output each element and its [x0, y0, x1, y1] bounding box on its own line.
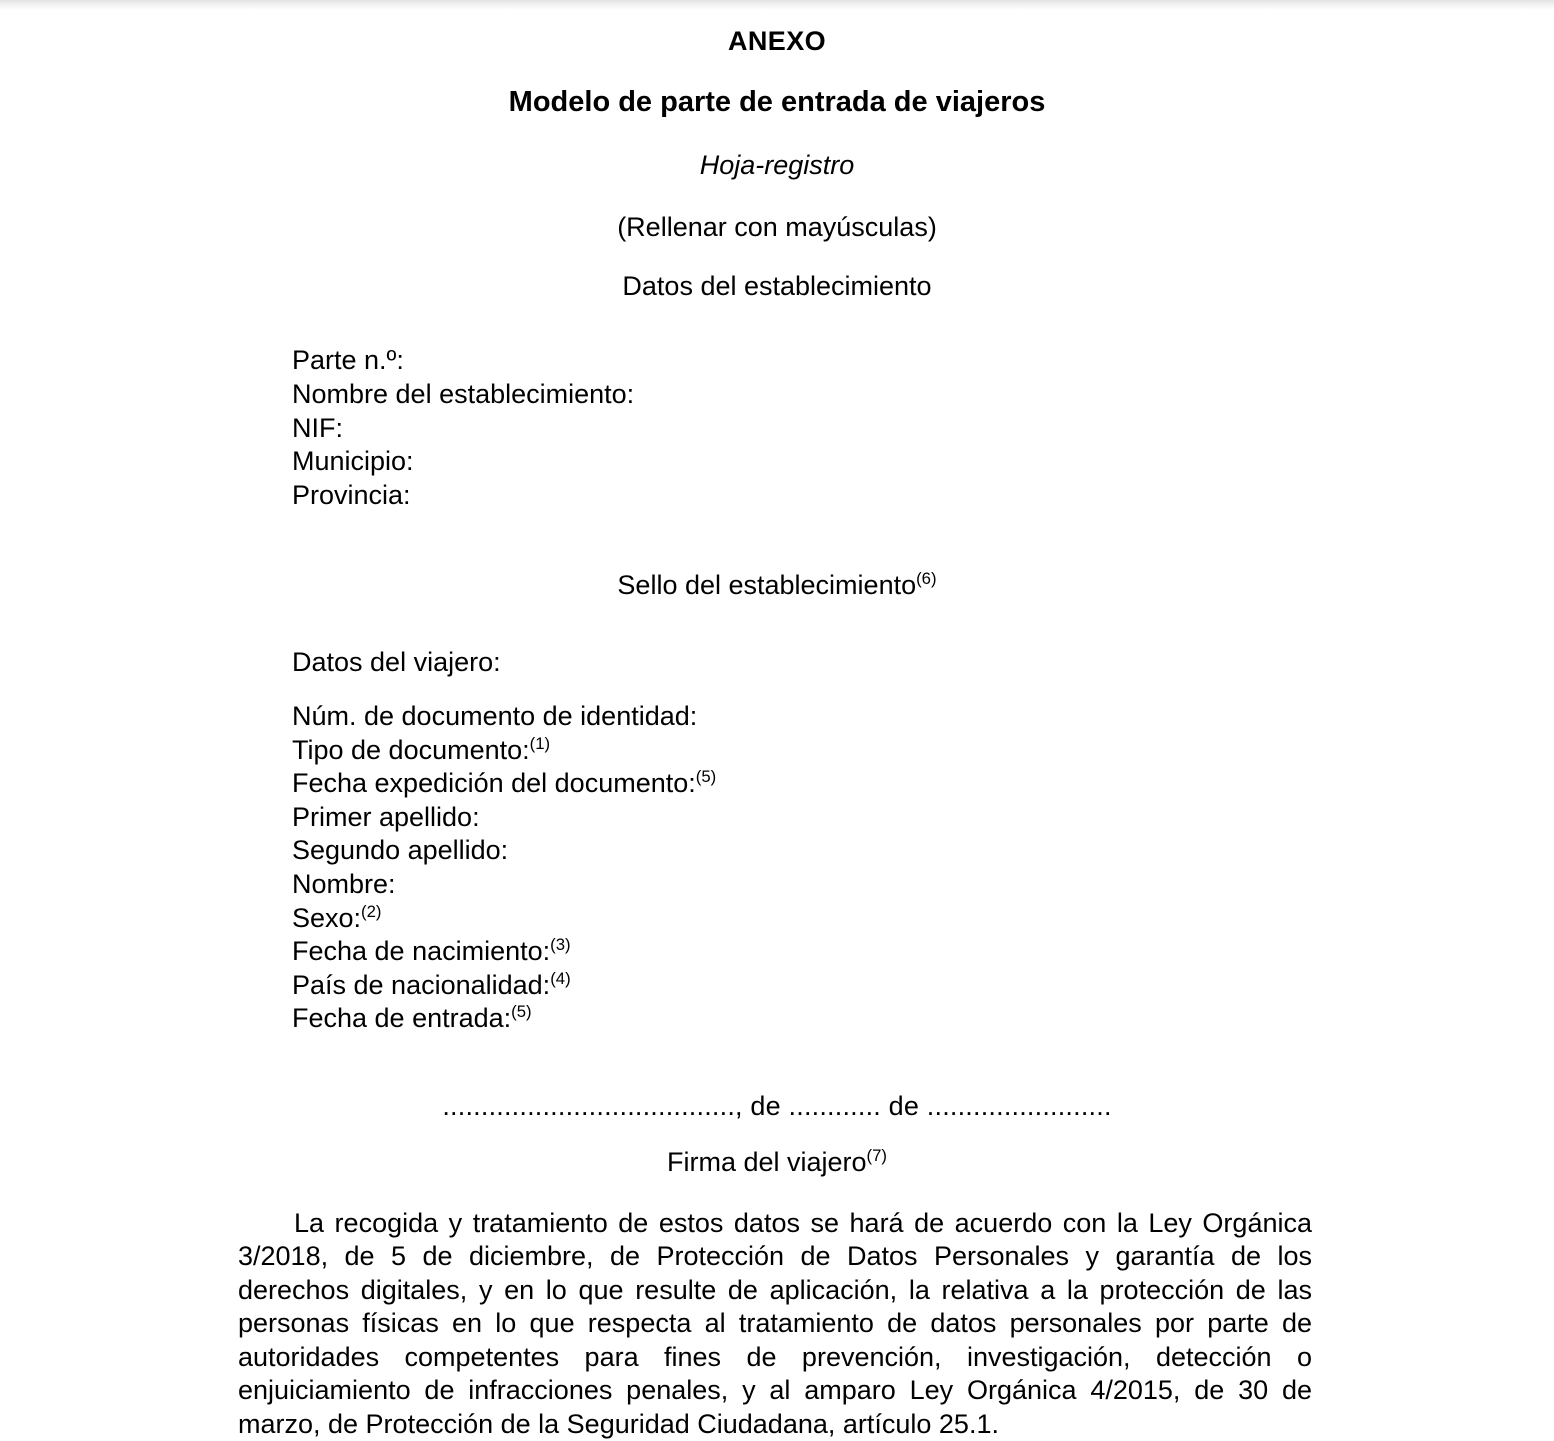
- signature-label-text: Firma del viajero: [666, 1147, 867, 1178]
- legal-notice-paragraph: La recogida y tratamiento de estos datos se hará de acuerdo con la Ley Orgánica 3/2018, de 5 de diciembre, de Protección de Datos Personales y garantía de los derechos digitales, y en lo que resulte de aplicación, la relativa a la protección de las personas físicas en lo que respecta al tratamiento de datos personales por parte de autoridades competentes para fines de prevención, investigación, detección o enjuiciamiento de infracciones penales, y al amparo Ley Orgánica 4/2015, de 30 de marzo, de Protección de la Seguridad Ciudadana, artículo 25.1.: [238, 1207, 1312, 1439]
- document-content: [238, 0, 1316, 1441]
- field-label: País de nacionalidad:: [292, 969, 551, 1000]
- traveler-section-heading: Datos del viajero:: [292, 646, 501, 677]
- establishment-section-heading: Datos del establecimiento: [622, 270, 932, 301]
- form-title: Modelo de parte de entrada de viajeros: [508, 86, 1046, 119]
- field-label: Nombre:: [292, 869, 396, 900]
- field-primer-apellido: [292, 801, 1316, 835]
- field-provincia: [292, 479, 1316, 513]
- field-fecha-nacimiento: [292, 935, 1316, 969]
- field-label: Primer apellido:: [292, 801, 480, 832]
- footnote-ref-7: (7): [866, 1146, 887, 1166]
- field-parte-numero: [292, 344, 1316, 378]
- footnote-ref-1: (1): [529, 733, 551, 753]
- field-municipio: [292, 445, 1316, 479]
- place-and-date-line: ......................................, de ............ de ........................: [442, 1091, 1112, 1122]
- field-label: Nombre del establecimiento:: [292, 378, 635, 409]
- field-label: Fecha de nacimiento:: [292, 936, 551, 967]
- field-nombre-establecimiento: [292, 378, 1316, 412]
- footnote-ref-6: (6): [916, 569, 937, 589]
- field-label: Provincia:: [292, 479, 411, 510]
- field-label: Fecha de entrada:: [292, 1003, 512, 1034]
- traveler-signature-label: [238, 1122, 1316, 1178]
- field-fecha-entrada: [292, 1002, 1316, 1036]
- field-fecha-expedicion-documento: [292, 767, 1316, 801]
- field-label: Núm. de documento de identidad:: [292, 701, 698, 732]
- traveler-fields: [238, 678, 1316, 1036]
- field-label: Sexo:: [292, 902, 362, 933]
- field-label: Parte n.º:: [292, 345, 404, 376]
- field-tipo-documento: [292, 734, 1316, 768]
- field-sexo: [292, 902, 1316, 936]
- field-label: NIF:: [292, 412, 343, 443]
- field-label: Municipio:: [292, 446, 414, 477]
- fill-instruction: (Rellenar con mayúsculas): [617, 211, 937, 242]
- footnote-ref-3: (3): [550, 935, 571, 955]
- field-nombre: [292, 868, 1316, 902]
- field-nif: [292, 412, 1316, 446]
- annex-title: ANEXO: [727, 26, 827, 56]
- field-label: Fecha expedición del documento:: [292, 768, 696, 799]
- field-num-documento-identidad: [292, 700, 1316, 734]
- sheet-label: Hoja-registro: [699, 150, 855, 181]
- footnote-ref-2: (2): [361, 901, 382, 921]
- field-pais-nacionalidad: [292, 969, 1316, 1003]
- establishment-stamp-label: [238, 512, 1316, 601]
- stamp-label-text: Sello del establecimiento: [617, 570, 917, 601]
- footnote-ref-4: (4): [550, 968, 571, 988]
- field-label: Segundo apellido:: [292, 835, 509, 866]
- footnote-ref-5b: (5): [511, 1002, 532, 1022]
- establishment-fields: [238, 302, 1316, 512]
- field-label: Tipo de documento:: [292, 734, 530, 765]
- footnote-ref-5a: (5): [695, 767, 717, 787]
- field-segundo-apellido: [292, 834, 1316, 868]
